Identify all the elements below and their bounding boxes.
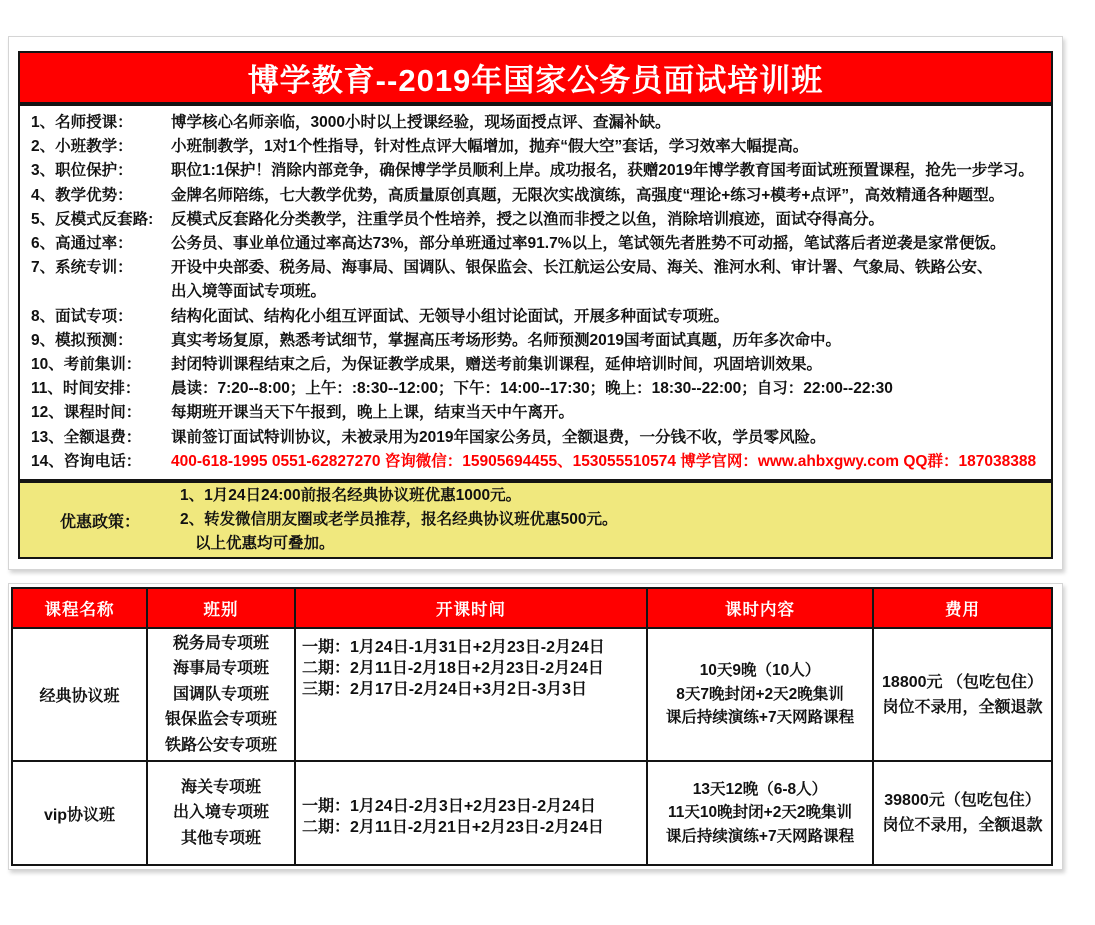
period-line: 二期：2月11日-2月21日+2月23日-2月24日 <box>302 819 604 836</box>
feature-text <box>171 401 1051 425</box>
class-type: 国调队专项班 <box>172 685 269 703</box>
column-header: 开课时间 <box>295 588 647 628</box>
column-header: 班别 <box>147 588 295 628</box>
feature-label: 2、小班教学： <box>31 138 133 156</box>
fee-line: 39800元（包吃包住） <box>884 792 1041 809</box>
course-name-cell: vip协议班 <box>12 761 147 865</box>
feature-item <box>20 256 1051 304</box>
feature-text-line: 博学核心名师亲临，3000小时以上授课经验，现场面授点评、查漏补缺。 <box>171 114 671 131</box>
schedule-table <box>11 587 1053 866</box>
feature-text-line: 开设中央部委、税务局、海事局、国调队、银保监会、长江航运公安局、海关、淮河水利、审计署、气象局、铁路公安、 <box>171 259 993 277</box>
period-line: 一期：1月24日-2月3日+2月23日-2月24日 <box>302 798 596 815</box>
feature-label: 8、面试专项： <box>31 307 133 325</box>
feature-item <box>20 111 1051 135</box>
course-content-line: 10天9晚（10人） <box>699 662 821 680</box>
feature-text-line: 真实考场复原，熟悉考试细节，掌握高压考场形势。名师预测2019国考面试真题，历年多次命中。 <box>171 331 841 349</box>
table-row <box>12 761 1052 865</box>
feature-item <box>20 401 1051 425</box>
fee-line: 18800元 （包吃包住） <box>882 673 1043 691</box>
course-content-line: 课后持续演练+7天网路课程 <box>665 709 855 727</box>
class-type: 海事局专项班 <box>172 660 269 678</box>
column-header: 课程名称 <box>12 588 147 628</box>
periods-cell <box>295 761 647 865</box>
course-content-line: 课后持续演练+7天网路课程 <box>665 827 855 845</box>
fee-line: 岗位不录用，全额退款 <box>882 817 1043 834</box>
periods-wrap <box>296 629 646 710</box>
period-line: 三期：2月17日-2月24日+3月2日-3月3日 <box>302 681 587 698</box>
feature-label: 12、课程时间： <box>31 404 142 422</box>
feature-text <box>171 135 1051 159</box>
promo-line: 以上优惠均可叠加。 <box>195 535 335 552</box>
period-line: 一期：1月24日-1月31日+2月23日-2月24日 <box>302 639 605 656</box>
fee-line: 岗位不录用，全额退款 <box>882 698 1043 716</box>
feature-text-line: 反模式反套路化分类教学，注重学员个性培养，授之以渔而非授之以鱼，消除培训痕迹，面试夺得高分。 <box>171 210 885 228</box>
course-content-line: 11天10晚封闭+2天2晚集训 <box>668 804 852 822</box>
feature-text-line: 结构化面试、结构化小组互评面试、无领导小组讨论面试，开展多种面试专项班。 <box>171 307 730 325</box>
feature-text-line: 封闭特训课程结束之后，为保证教学成果，赠送考前集训课程，延伸培训时间，巩固培训效果。 <box>171 356 823 374</box>
column-header: 费用 <box>873 588 1052 628</box>
schedule-panel <box>8 583 1063 870</box>
feature-text-line: 公务员、事业单位通过率高达73%，部分单班通过率91.7%以上，笔试领先者胜势不可动摇，笔试落后者逆袭是家常便饭。 <box>171 235 1006 253</box>
feature-label: 7、系统专训： <box>31 259 133 277</box>
class-type: 铁路公安专项班 <box>164 736 277 754</box>
feature-text <box>171 232 1051 256</box>
table-row <box>12 628 1052 761</box>
feature-label: 13、全额退费： <box>31 428 142 446</box>
feature-text <box>171 329 1051 353</box>
class-type: 其他专项班 <box>180 829 261 847</box>
periods-wrap <box>296 762 646 850</box>
page-title: 博学教育--2019年国家公务员面试培训班 <box>247 63 824 98</box>
schedule-table-head <box>12 588 1052 628</box>
class-types-cell <box>147 761 295 865</box>
feature-item <box>20 353 1051 377</box>
course-content-line: 8天7晚封闭+2天2晚集训 <box>676 685 844 703</box>
feature-item <box>20 135 1051 159</box>
feature-text <box>171 159 1051 183</box>
feature-item <box>20 184 1051 208</box>
title-banner <box>18 51 1053 104</box>
feature-text-line: 出入境等面试专项班。 <box>171 283 327 301</box>
feature-label: 4、教学优势： <box>31 186 133 204</box>
feature-item <box>20 329 1051 353</box>
class-types-cell <box>147 628 295 761</box>
class-type: 海关专项班 <box>180 778 261 796</box>
feature-item <box>20 377 1051 401</box>
feature-list <box>18 104 1053 481</box>
feature-text <box>171 426 1051 450</box>
feature-text-line: 小班制教学，1对1个性指导，针对性点评大幅增加，抛弃“假大空”套话，学习效率大幅提高。 <box>171 138 809 156</box>
course-content-cell <box>647 628 873 761</box>
promo-line: 1、1月24日24:00前报名经典协议班优惠1000元。 <box>180 487 522 504</box>
feature-label: 1、名师授课： <box>31 114 133 131</box>
feature-item <box>20 159 1051 183</box>
promo-lines <box>180 484 1051 556</box>
course-name-cell: 经典协议班 <box>12 628 147 761</box>
feature-text <box>171 256 1051 304</box>
class-type: 出入境专项班 <box>172 804 269 822</box>
periods-cell <box>295 628 647 761</box>
feature-label: 5、反模式反套路: <box>31 210 154 228</box>
column-header: 课时内容 <box>647 588 873 628</box>
feature-text <box>171 353 1051 377</box>
class-type: 税务局专项班 <box>172 634 269 652</box>
feature-item <box>20 208 1051 232</box>
course-content-cell <box>647 761 873 865</box>
class-type: 银保监会专项班 <box>164 711 277 729</box>
feature-text <box>171 377 1051 401</box>
feature-text-line: 每期班开课当天下午报到，晚上上课，结束当天中午离开。 <box>171 404 575 422</box>
flyer-top-panel <box>8 36 1063 570</box>
fee-cell <box>873 761 1052 865</box>
feature-text-line: 职位1:1保护！消除内部竞争，确保博学学员顺利上岸。成功报名，获赠2019年博学教育国考面试班预置课程，抢先一步学习。 <box>171 162 1034 180</box>
promo-label: 优惠政策： <box>59 513 140 531</box>
feature-text <box>171 184 1051 208</box>
period-line: 二期：2月11日-2月18日+2月23日-2月24日 <box>302 660 604 677</box>
promo-box <box>18 481 1053 559</box>
feature-text <box>171 208 1051 232</box>
feature-label: 14、咨询电话： <box>31 452 142 470</box>
feature-text <box>171 450 1051 474</box>
header-row <box>12 588 1052 628</box>
feature-text-line: 课前签订面试特训协议，未被录用为2019年国家公务员，全额退费，一分钱不收，学员零风险。 <box>171 428 826 446</box>
feature-label: 6、高通过率： <box>31 235 133 253</box>
feature-text-line: 金牌名师陪练，七大教学优势，高质量原创真题，无限次实战演练，高强度“理论+练习+模考+点评”，高效精通各种题型。 <box>171 186 1005 204</box>
feature-label: 9、模拟预测： <box>31 331 133 349</box>
feature-text-line: 晨读：7:20--8:00；上午：:8:30--12:00；下午：14:00--17:30；晚上：18:30--22:00；自习：22:00--22:30 <box>171 380 893 398</box>
feature-item <box>20 426 1051 450</box>
course-content-line: 13天12晚（6-8人） <box>692 780 828 798</box>
feature-label: 3、职位保护： <box>31 162 133 180</box>
fee-cell <box>873 628 1052 761</box>
schedule-table-body <box>12 628 1052 865</box>
feature-text <box>171 111 1051 135</box>
feature-text <box>171 305 1051 329</box>
feature-label: 10、考前集训： <box>31 356 142 374</box>
feature-text-line: 400-618-1995 0551-62827270 咨询微信：15905694455、153055510574 博学官网：www.ahbxgwy.com QQ群：187038388 <box>171 452 1037 470</box>
feature-item <box>20 232 1051 256</box>
promo-line: 2、转发微信朋友圈或老学员推荐，报名经典协议班优惠500元。 <box>180 511 618 528</box>
feature-label: 11、时间安排： <box>31 380 141 398</box>
feature-item <box>20 305 1051 329</box>
feature-item <box>20 450 1051 474</box>
